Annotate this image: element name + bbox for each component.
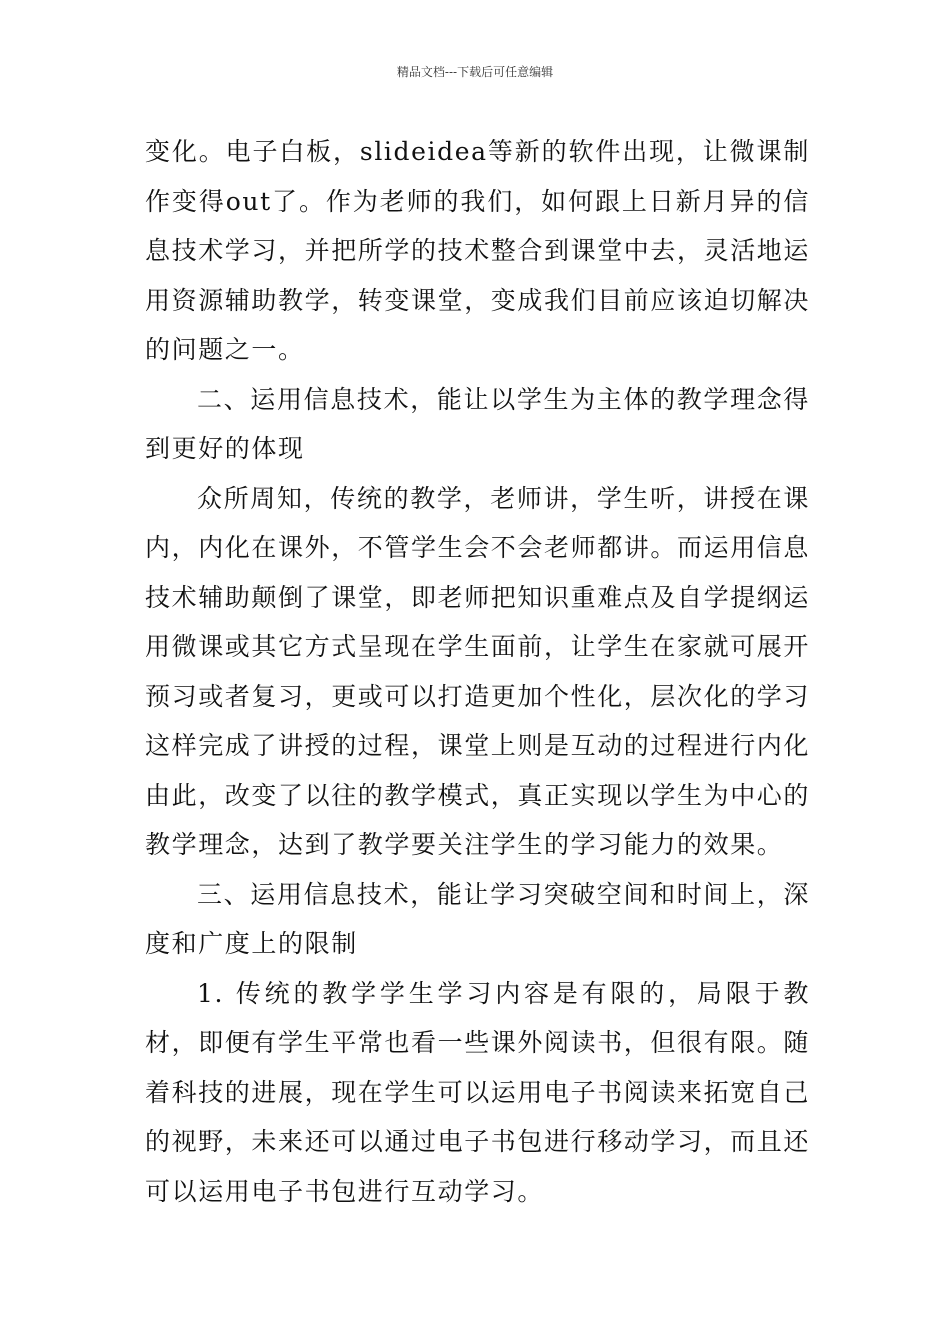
paragraph-list-item-1: 1. 传统的教学学生学习内容是有限的，局限于教材，即便有学生平常也看一些课外阅读书，但很有限。随着科技的进展，现在学生可以运用电子书阅读来拓宽自己的视野，未来还可以通过电子书包进行移动学习，而且还可以运用电子书包进行互动学习。 bbox=[145, 978, 811, 1206]
page-header: 精品文档---下载后可任意编辑 bbox=[396, 65, 554, 79]
section-heading-2: 二、运用信息技术，能让以学生为主体的教学理念得到更好的体现 bbox=[145, 384, 810, 463]
document-body bbox=[145, 127, 810, 1216]
section-heading-3: 三、运用信息技术，能让学习突破空间和时间上，深度和广度上的限制 bbox=[145, 879, 810, 958]
paragraph-continuation: 变化。电子白板，slideidea等新的软件出现，让微课制作变得out了。作为老师的我们，如何跟上日新月异的信息技术学习，并把所学的技术整合到课堂中去，灵活地运用资源辅助教学，转变课堂，变成我们目前应该迫切解决的问题之一。 bbox=[145, 137, 811, 364]
paragraph-body: 众所周知，传统的教学，老师讲，学生听，讲授在课内，内化在课外，不管学生会不会老师都讲。而运用信息技术辅助颠倒了课堂，即老师把知识重难点及自学提纲运用微课或其它方式呈现在学生面前，让学生在家就可展开预习或者复习，更或可以打造更加个性化，层次化的学习这样完成了讲授的过程，课堂上则是互动的过程进行内化由此，改变了以往的教学模式，真正实现以学生为中心的教学理念，达到了教学要关注学生的学习能力的效果。 bbox=[145, 483, 811, 859]
